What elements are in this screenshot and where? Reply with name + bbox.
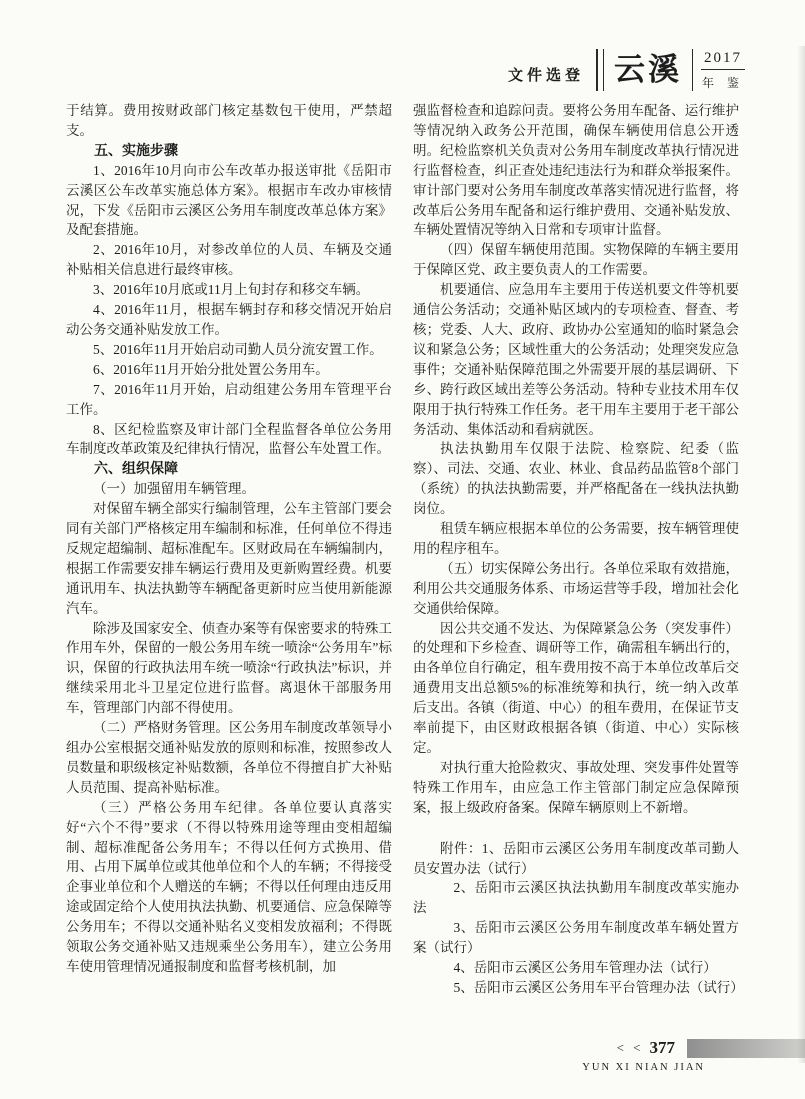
left-column: [66, 101, 392, 998]
document-body: [66, 101, 744, 998]
page-marker: < <: [616, 1040, 644, 1055]
section-heading: 六、组织保障: [94, 460, 178, 477]
paragraph: （三）严格公务用车纪律。各单位要认真落实好“六个不得”要求（不得以特殊用途等理由变相超编制、超标准配备公务用车；不得以任何方式换用、借用、占用下属单位或其他单位和个人的车辆；不得接受企事业单位和个人赠送的车辆；不得以任何理由违反用途或固定给个人使用执法执勤、机要通信、应急保障等公务用车；不得以交通补贴名义变相发放福利；不得既领取公务交通补贴又违规乘坐公务用车），建立公务用车使用管理情况通报制度和监督考核机制，加: [66, 799, 392, 974]
paragraph: 4、2016年11月，根据车辆封存和移交情况开始启动公务交通补贴发放工作。: [66, 302, 392, 337]
year-label: 2017: [704, 50, 742, 66]
book-label: 年 鉴: [701, 76, 744, 90]
paragraph: 7、2016年11月开始，启动组建公务用车管理平台工作。: [66, 381, 392, 417]
footer-grey-bar: [687, 1039, 805, 1058]
page-number: 377: [649, 1038, 675, 1057]
paragraph: （四）保留车辆使用范围。实物保障的车辆主要用于保障区党、政主要负责人的工作需要。: [413, 242, 739, 278]
section-title: 文件选登: [507, 67, 584, 84]
paragraph: 强监督检查和追踪问责。要将公务用车配备、运行维护等情况纳入政务公开范围，确保车辆使用信息公开透明。纪检监察机关负责对公务用车制度改革执行情况进行监督检查，纠正查处违纪违法行为和群众举报案件。审计部门要对公务用车制度改革落实情况进行监督，将改革后公务用车配备和运行维护费用、交通补贴发放、车辆处置情况等纳入日常和专项审计监督。: [413, 103, 739, 238]
paragraph: 因公共交通不发达、为保障紧急公务（突发事件）的处理和下乡检查、调研等工作，确需租车辆出行的，由各单位自行确定，租车费用按不高于本单位改革后交通费用支出总额5%的标准统筹和执行，统一纳入改革后支出。各镇（街道、中心）的租车费用，在保证节支率前提下，由区财政根据各镇（街道、中心）实际核定。: [413, 620, 739, 755]
paragraph: 6、2016年11月开始分批处置公务用车。: [93, 361, 329, 377]
paragraph: 租赁车辆应根据本单位的公务需要，按车辆管理使用的程序租车。: [413, 521, 739, 556]
attachment-item: 附件：1、岳阳市云溪区公务用车制度改革司勤人员安置办法（试行）: [413, 840, 739, 876]
year-block: [701, 48, 745, 92]
brand-title: 云溪: [614, 52, 682, 87]
paragraph: 对保留车辆全部实行编制管理，公车主管部门要会同有关部门严格核定用车编制和标准，任何单位不得违反规定超编制、超标准配车。区财政局在车辆编制内，根据工作需要安排车辆运行费用及更新购置经费。机要通讯用车、执法执勤等车辆配备更新时应当使用新能源汽车。: [66, 501, 392, 616]
header-rule: [692, 49, 693, 91]
paragraph: 2、2016年10月，对参改单位的人员、车辆及交通补贴相关信息进行最终审核。: [66, 242, 392, 278]
paragraph: 对执行重大抢险救灾、事故处理、突发事件处置等特殊工作用车，由应急工作主管部门制定应急保障预案，报上级政府备案。保障车辆原则上不新增。: [413, 759, 739, 815]
attachment-item: 3、岳阳市云溪区公务用车制度改革车辆处置方案（试行）: [413, 920, 739, 956]
page-number-row: [617, 1038, 805, 1058]
page-edge-shade: [797, 46, 805, 1063]
attachment-item: 5、岳阳市云溪区公务用车平台管理办法（试行）: [453, 979, 744, 995]
paragraph: （二）严格财务管理。区公务用车制度改革领导小组办公室根据交通补贴发放的原则和标准，按照参改人员数量和职级核定补贴数额，各单位不得擅自扩大补贴人员范围、提高补贴标准。: [66, 720, 392, 795]
paragraph: 除涉及国家安全、侦查办案等有保密要求的特殊工作用车外，保留的一般公务用车统一喷涂“公务用车”标识，保留的行政执法用车统一喷涂“行政执法”标识，并继续采用北斗卫星定位进行监督。离退休干部服务用车，管理部门内部不得使用。: [66, 620, 392, 716]
paragraph: （一）加强留用车辆管理。: [93, 481, 255, 497]
right-column: [413, 101, 744, 998]
romanized-title: YUN XI NIAN JIAN: [582, 1062, 705, 1073]
attachment-item: 2、岳阳市云溪区执法执勤用车制度改革实施办法: [413, 880, 739, 916]
attachment-item: 4、岳阳市云溪区公务用车管理办法（试行）: [453, 960, 717, 976]
paragraph: 5、2016年11月开始启动司勤人员分流安置工作。: [93, 341, 383, 357]
paragraph: 于结算。费用按财政部门核定基数包干使用，严禁超支。: [66, 103, 392, 138]
paragraph: 1、2016年10月向市公车改革办报送审批《岳阳市云溪区公车改革实施总体方案》。根据市车改办审核情况，下发《岳阳市云溪区公务用车制度改革总体方案》及配套措施。: [66, 162, 392, 238]
paragraph: 执法执勤用车仅限于法院、检察院、纪委（监察）、司法、交通、农业、林业、食品药品监管8个部门（系统）的执法执勤需要，并严格配备在一线执法执勤岗位。: [413, 441, 739, 517]
header-double-rule: [596, 49, 604, 91]
paragraph: 3、2016年10月底或11月上旬封存和移交车辆。: [93, 282, 370, 298]
paragraph: 8、区纪检监察及审计部门全程监督各单位公务用车制度改革政策及纪律执行情况，监督公车处置工作。: [66, 421, 392, 457]
section-heading: 五、实施步骤: [94, 141, 178, 158]
paragraph: 机要通信、应急用车主要用于传送机要文件等机要通信公务活动；交通补贴区域内的专项检查、督查、考核；党委、人大、政府、政协办公室通知的临时紧急会议和紧急公务；区域性重大的公务活动；处理突发应急事件；交通补贴保障范围之外需要开展的基层调研、下乡、跨行政区域出差等公务活动。特种专业技术用车仅限用于执行特殊工作任务。老干用车主要用于老干部公务活动、集体活动和看病就医。: [413, 282, 739, 437]
page-header: [508, 48, 745, 92]
paragraph: （五）切实保障公务出行。各单位采取有效措施，利用公共交通服务体系、市场运营等手段，增加社会化交通供给保障。: [413, 560, 739, 616]
